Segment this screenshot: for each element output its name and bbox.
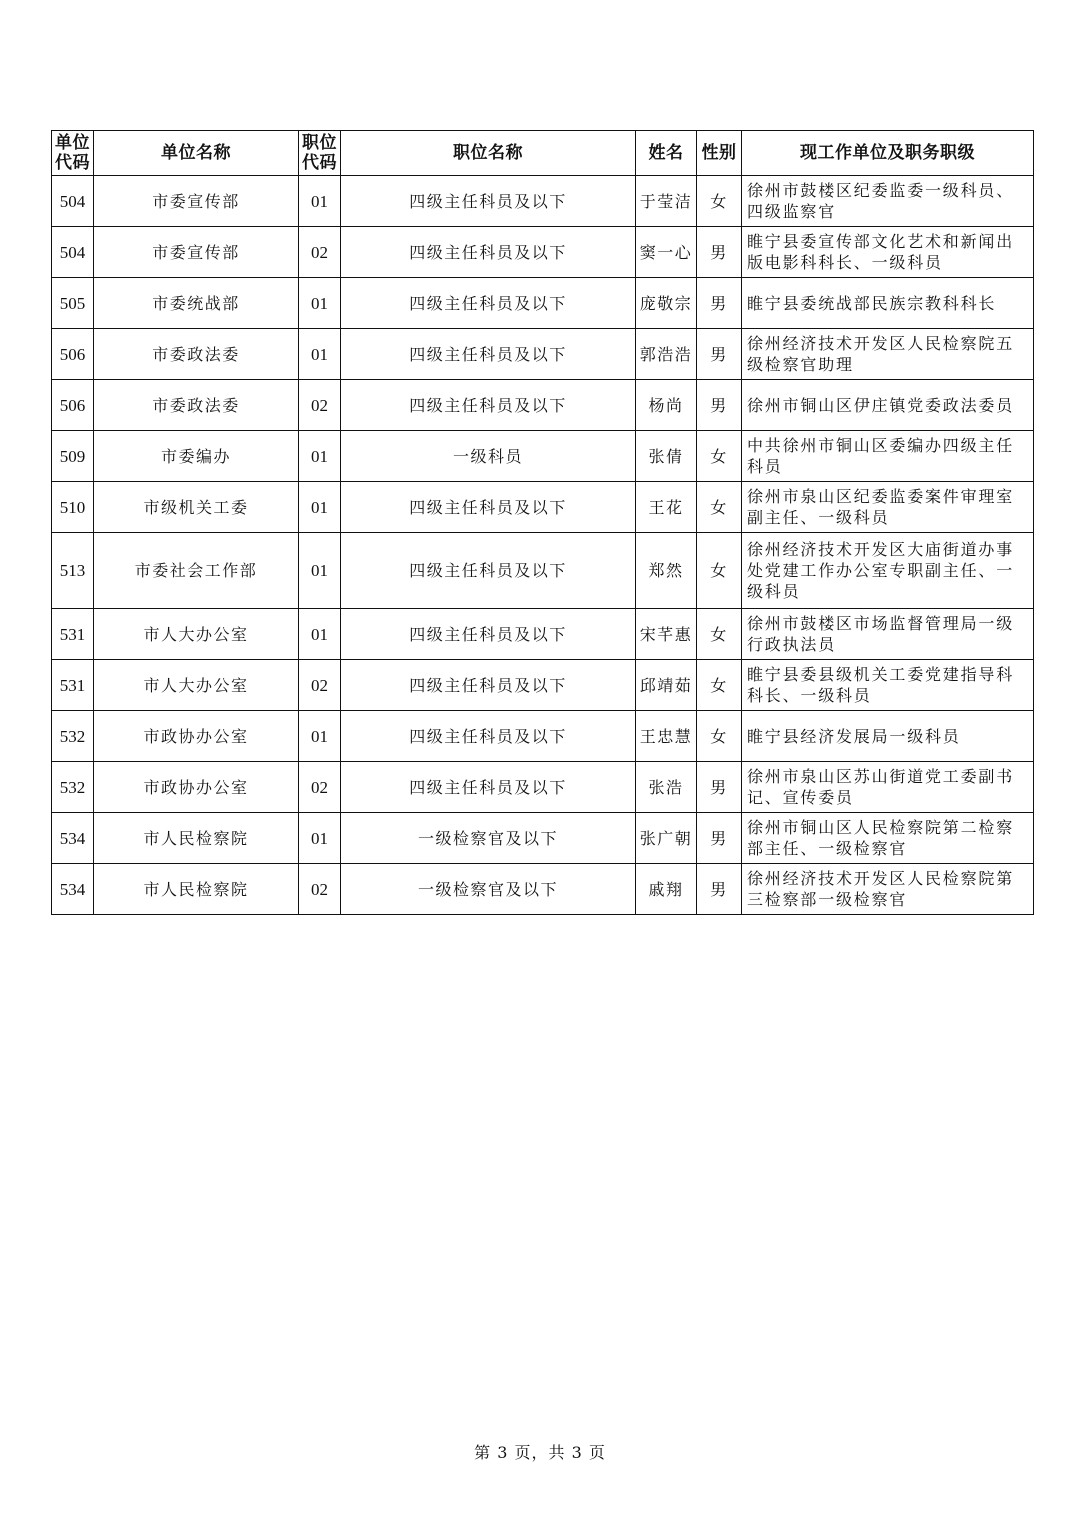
position-code-cell: 01	[299, 329, 341, 380]
gender-cell: 男	[697, 329, 742, 380]
position-name-cell: 四级主任科员及以下	[341, 227, 636, 278]
position-name-cell: 四级主任科员及以下	[341, 533, 636, 609]
position-name-cell: 四级主任科员及以下	[341, 278, 636, 329]
unit-name-cell: 市人大办公室	[94, 609, 299, 660]
header-row	[52, 131, 1034, 176]
position-code-cell: 01	[299, 482, 341, 533]
table-row	[52, 176, 1034, 227]
current-position-cell: 睢宁县经济发展局一级科员	[742, 711, 1034, 762]
current-position-cell: 睢宁县委统战部民族宗教科科长	[742, 278, 1034, 329]
person-name-cell: 王忠慧	[636, 711, 697, 762]
unit-code-cell: 532	[52, 711, 94, 762]
person-name-cell: 戚翔	[636, 864, 697, 915]
current-position-cell: 中共徐州市铜山区委编办四级主任科员	[742, 431, 1034, 482]
unit-name-cell: 市委社会工作部	[94, 533, 299, 609]
table-row	[52, 609, 1034, 660]
unit-name-cell: 市人民检察院	[94, 813, 299, 864]
table-row	[52, 278, 1034, 329]
header-gender: 性别	[697, 131, 742, 176]
unit-name-cell: 市委宣传部	[94, 227, 299, 278]
position-code-cell: 01	[299, 711, 341, 762]
current-position-cell: 徐州市铜山区伊庄镇党委政法委员	[742, 380, 1034, 431]
current-position-cell: 徐州经济技术开发区人民检察院第三检察部一级检察官	[742, 864, 1034, 915]
table-row	[52, 380, 1034, 431]
table-row	[52, 711, 1034, 762]
person-name-cell: 王花	[636, 482, 697, 533]
person-name-cell: 张广朝	[636, 813, 697, 864]
position-code-cell: 01	[299, 176, 341, 227]
person-name-cell: 郑然	[636, 533, 697, 609]
unit-name-cell: 市人民检察院	[94, 864, 299, 915]
current-position-cell: 徐州市泉山区纪委监委案件审理室副主任、一级科员	[742, 482, 1034, 533]
gender-cell: 女	[697, 609, 742, 660]
unit-name-cell: 市人大办公室	[94, 660, 299, 711]
gender-cell: 男	[697, 380, 742, 431]
position-code-cell: 01	[299, 609, 341, 660]
position-name-cell: 四级主任科员及以下	[341, 762, 636, 813]
unit-name-cell: 市委政法委	[94, 329, 299, 380]
table-row	[52, 762, 1034, 813]
table-row	[52, 533, 1034, 609]
person-name-cell: 窦一心	[636, 227, 697, 278]
gender-cell: 女	[697, 711, 742, 762]
person-name-cell: 宋芊惠	[636, 609, 697, 660]
table-header	[52, 131, 1034, 176]
unit-code-cell: 504	[52, 227, 94, 278]
unit-code-cell: 510	[52, 482, 94, 533]
table-row	[52, 813, 1034, 864]
page-number: 第 3 页，共 3 页	[474, 1443, 606, 1462]
position-code-cell: 01	[299, 813, 341, 864]
unit-name-cell: 市委政法委	[94, 380, 299, 431]
current-position-cell: 徐州市鼓楼区纪委监委一级科员、四级监察官	[742, 176, 1034, 227]
unit-code-cell: 531	[52, 609, 94, 660]
table-body	[52, 176, 1034, 915]
header-unit-name: 单位名称	[94, 131, 299, 176]
current-position-cell: 徐州市泉山区苏山街道党工委副书记、宣传委员	[742, 762, 1034, 813]
table-row	[52, 431, 1034, 482]
current-position-cell: 徐州经济技术开发区大庙街道办事处党建工作办公室专职副主任、一级科员	[742, 533, 1034, 609]
header-current-position: 现工作单位及职务职级	[742, 131, 1034, 176]
position-name-cell: 四级主任科员及以下	[341, 380, 636, 431]
unit-code-cell: 532	[52, 762, 94, 813]
gender-cell: 男	[697, 762, 742, 813]
unit-name-cell: 市委统战部	[94, 278, 299, 329]
unit-code-cell: 505	[52, 278, 94, 329]
position-code-cell: 01	[299, 533, 341, 609]
position-name-cell: 四级主任科员及以下	[341, 609, 636, 660]
person-name-cell: 张浩	[636, 762, 697, 813]
unit-code-cell: 513	[52, 533, 94, 609]
position-name-cell: 四级主任科员及以下	[341, 176, 636, 227]
unit-code-cell: 506	[52, 329, 94, 380]
position-name-cell: 四级主任科员及以下	[341, 329, 636, 380]
person-name-cell: 杨尚	[636, 380, 697, 431]
unit-name-cell: 市委编办	[94, 431, 299, 482]
gender-cell: 女	[697, 431, 742, 482]
unit-code-cell: 506	[52, 380, 94, 431]
position-name-cell: 一级检察官及以下	[341, 813, 636, 864]
current-position-cell: 睢宁县委宣传部文化艺术和新闻出版电影科科长、一级科员	[742, 227, 1034, 278]
position-name-cell: 四级主任科员及以下	[341, 711, 636, 762]
current-position-cell: 徐州经济技术开发区人民检察院五级检察官助理	[742, 329, 1034, 380]
current-position-cell: 睢宁县委县级机关工委党建指导科科长、一级科员	[742, 660, 1034, 711]
position-code-cell: 02	[299, 380, 341, 431]
header-name: 姓名	[636, 131, 697, 176]
header-unit-code: 单位代码	[52, 131, 94, 176]
header-position-code: 职位代码	[299, 131, 341, 176]
gender-cell: 女	[697, 533, 742, 609]
person-name-cell: 庞敬宗	[636, 278, 697, 329]
unit-code-cell: 531	[52, 660, 94, 711]
unit-name-cell: 市政协办公室	[94, 762, 299, 813]
header-position-name: 职位名称	[341, 131, 636, 176]
person-name-cell: 郭浩浩	[636, 329, 697, 380]
table-row	[52, 864, 1034, 915]
person-name-cell: 于莹洁	[636, 176, 697, 227]
current-position-cell: 徐州市鼓楼区市场监督管理局一级行政执法员	[742, 609, 1034, 660]
gender-cell: 女	[697, 660, 742, 711]
person-name-cell: 张倩	[636, 431, 697, 482]
position-code-cell: 02	[299, 227, 341, 278]
unit-name-cell: 市委宣传部	[94, 176, 299, 227]
position-name-cell: 一级检察官及以下	[341, 864, 636, 915]
unit-code-cell: 509	[52, 431, 94, 482]
gender-cell: 男	[697, 813, 742, 864]
gender-cell: 女	[697, 482, 742, 533]
unit-name-cell: 市级机关工委	[94, 482, 299, 533]
person-name-cell: 邱靖茹	[636, 660, 697, 711]
position-name-cell: 四级主任科员及以下	[341, 660, 636, 711]
current-position-cell: 徐州市铜山区人民检察院第二检察部主任、一级检察官	[742, 813, 1034, 864]
gender-cell: 男	[697, 227, 742, 278]
position-code-cell: 02	[299, 660, 341, 711]
unit-code-cell: 504	[52, 176, 94, 227]
table-row	[52, 329, 1034, 380]
unit-code-cell: 534	[52, 864, 94, 915]
position-code-cell: 01	[299, 278, 341, 329]
position-name-cell: 四级主任科员及以下	[341, 482, 636, 533]
position-code-cell: 02	[299, 762, 341, 813]
gender-cell: 男	[697, 864, 742, 915]
table-row	[52, 482, 1034, 533]
table-row	[52, 660, 1034, 711]
roster-table	[51, 130, 1034, 915]
gender-cell: 女	[697, 176, 742, 227]
table-row	[52, 227, 1034, 278]
unit-code-cell: 534	[52, 813, 94, 864]
unit-name-cell: 市政协办公室	[94, 711, 299, 762]
gender-cell: 男	[697, 278, 742, 329]
position-code-cell: 01	[299, 431, 341, 482]
position-code-cell: 02	[299, 864, 341, 915]
position-name-cell: 一级科员	[341, 431, 636, 482]
